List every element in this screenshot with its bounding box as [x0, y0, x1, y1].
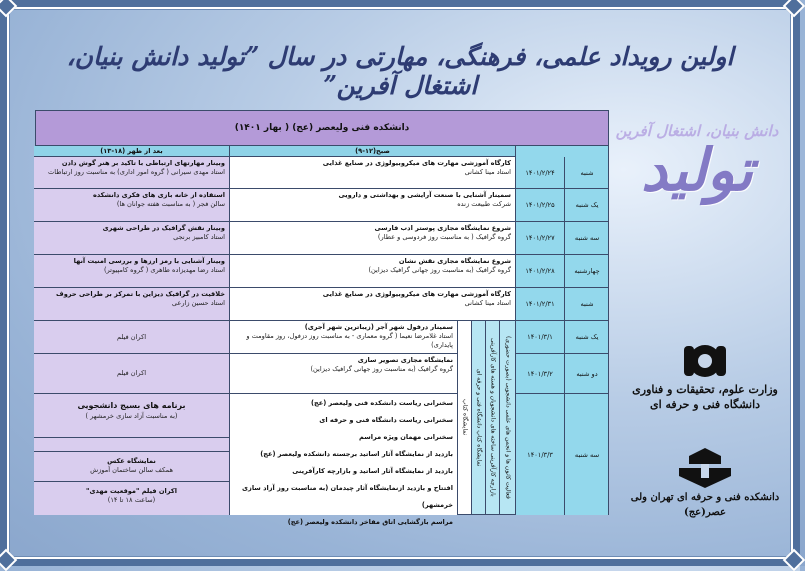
- afternoon-header: بعد از ظهر (۱۸-۱۳): [34, 146, 229, 157]
- date-row: شنبه ۱۴۰۱/۲/۳۱: [516, 288, 609, 321]
- afternoon-event: اکران فیلم: [34, 354, 229, 394]
- college-logo-block: [620, 446, 790, 526]
- tvu-name: دانشگاه فنی و حرفه ای: [649, 398, 761, 411]
- date-row: شنبه ۱۴۰۱/۲/۲۴: [516, 157, 609, 189]
- morning-event: کارگاه آموزشی مهارت های میکروبیولوژی در صنایع غذایی استاد مینا کشانی: [229, 157, 515, 189]
- morning-event: سمینار درفول شهر آجر (زیباترین شهر آجری) استاد غلامرضا نعیما ( گروه معماری - به مناسبت روز دزفول، روز مقاومت و پایداری): [229, 321, 457, 354]
- afternoon-event: وبینار نقش گرافیک در طراحی شهری استاد کامبیز برنجی: [34, 222, 229, 255]
- afternoon-spacer: [34, 438, 229, 452]
- date-column: [515, 146, 608, 515]
- vertical-note: نمایشگاه کتاب دانشگاه فنی و حرفه ای: [471, 321, 485, 515]
- morning-event: کارگاه آموزشی مهارت های میکروبیولوژی در صنایع غذایی استاد مینا کشانی: [229, 288, 515, 321]
- morning-event: شروع نمایشگاه مجازی نقش نشان گروه گرافیک (به مناسبت روز جهانی گرافیک دیزاین): [229, 255, 515, 288]
- afternoon-event: اکران فیلم "موقعیت مهدی" (ساعت ۱۸ تا ۱۴): [34, 482, 229, 515]
- afternoon-event: نمایشگاه عکس همکف سالن ساختمان آموزش: [34, 452, 229, 482]
- date-row: دو شنبه ۱۴۰۱/۳/۲: [516, 354, 609, 394]
- date-row: یک شنبه ۱۴۰۱/۳/۱: [516, 321, 609, 354]
- afternoon-event: استفاده از خانه بازی های فکری دانشکده سالن فجر ( به مناسبت هفته جوانان ها): [34, 189, 229, 222]
- slogan-subline: دانش بنیان، اشتغال آفرین: [615, 122, 779, 140]
- ministry-emblem-icon: [682, 340, 728, 382]
- morning-event: شروع نمایشگاه مجازی پوستر ادب فارسی گروه گرافیک ( به مناسبت روز فردوسی و عطار): [229, 222, 515, 255]
- date-row: سه شنبه ۱۴۰۱/۲/۲۷: [516, 222, 609, 255]
- schedule-body: [36, 146, 608, 526]
- morning-event: نمایشگاه مجازی تصویر سازی گروه گرافیک (به مناسبت روز جهانی گرافیک دیزاین): [229, 354, 457, 394]
- morning-header: صبح(۱۲-۹): [229, 146, 515, 157]
- college-emblem-icon: [675, 446, 735, 490]
- date-row: چهارشنبه ۱۴۰۱/۲/۲۸: [516, 255, 609, 288]
- slogan-main: تولید: [641, 136, 753, 204]
- afternoon-event: برنامه های بسیج دانشجویی (به مناسبت آزاد سازی خرمشهر ): [34, 394, 229, 438]
- ministry-name: وزارت علوم، تحقیقات و فناوری: [632, 383, 778, 396]
- date-row: یک شنبه ۱۴۰۱/۲/۲۵: [516, 189, 609, 222]
- ceremony-program: سخنرانی ریاست دانشکده فنی ولیعصر (عج) سخنرانی ریاست دانشگاه فنی و حرفه ای سخنرانی مهمان ویژه مراسم بازدید از نمایشگاه آثار اساتید برجسته دانشکده ولیعصر (عج) بازدید از نمایشگاه آثار اساتید و بازارچه کارآفرینی افتتاح و بازدید ازنمایشگاه آثار چیدمان (به مناسبت روز آزاد سازی خرمشهر) مراسم بازگشایی اتاق مفاخر دانشکده ولیعصر (عج): [229, 394, 457, 515]
- college-name: دانشکده فنی و حرفه ای تهران ولی عصر(عج): [630, 492, 780, 518]
- afternoon-event: اکران فیلم: [34, 321, 229, 354]
- vertical-note: نمایشگاه کتاب: [457, 321, 471, 515]
- afternoon-event: وبینار مهارتهای ارتباطی با تاکید بر هنر گوش دادن استاد مهدی سیرانی ( گروه امور اداری) به مناسبت روز ارتباطات: [34, 157, 229, 189]
- schedule-title: دانشکده فنی ولیعصر (عج) ( بهار ۱۴۰۱): [36, 111, 608, 146]
- date-row: سه شنبه ۱۴۰۱/۳/۳: [516, 394, 609, 515]
- afternoon-event: وبینار آشنایی با رمز ارزها و بررسی امنیت آنها استاد رضا مهدیزاده طاهری ( گروه کامپیوتر): [34, 255, 229, 288]
- morning-event: سمینار آشنایی با صنعت آرایشی و بهداشتی و دارویی شرکت طبیعت زنده: [229, 189, 515, 222]
- vertical-note: بازارچه کارآفرینی ساخته های دانشجویان و هسته های کارآفرینی: [485, 321, 499, 515]
- slogan-calligraphy: [612, 112, 782, 262]
- afternoon-event: خلاقیت در گرافیک دیزاین با تمرکز بر طراحی حروف استاد حسین زارعی: [34, 288, 229, 321]
- page-headline: اولین رویداد علمی، فرهنگی، مهارتی در سال ˮتولید دانش بنیان، اشتغال آفرینˮ: [66, 42, 734, 100]
- vertical-note: فعالیت کانون ها و انجمن های علمی دانشجویی (بصورت حضوری): [499, 321, 515, 515]
- ministry-logo-block: [630, 340, 780, 430]
- event-schedule-table: [35, 110, 609, 526]
